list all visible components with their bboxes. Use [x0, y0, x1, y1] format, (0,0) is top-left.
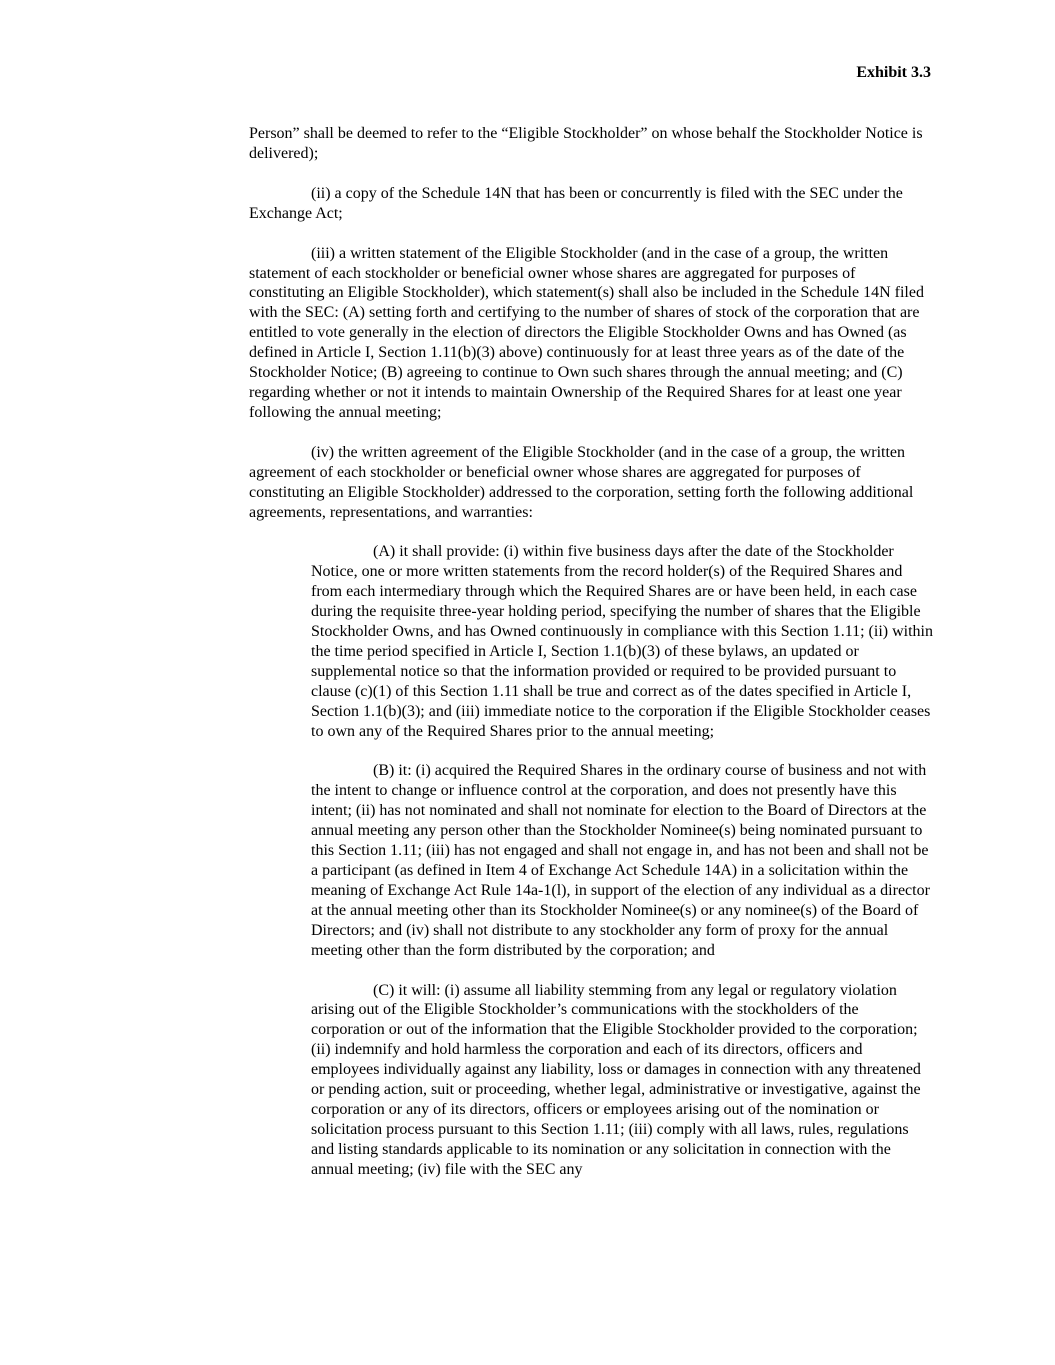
document-body: [249, 124, 933, 1180]
paragraph-clause-iv: (iv) the written agreement of the Eligible Stockholder (and in the case of a group, the written agreement of each stockholder or beneficial owner whose shares are aggregated for purposes of constituting an Eligible Stockholder) addressed to the corporation, setting forth the following additional agreements, representations, and warranties:: [249, 443, 914, 521]
paragraph-clause-ii: (ii) a copy of the Schedule 14N that has been or concurrently is filed with the SEC under the Exchange Act;: [249, 184, 903, 222]
paragraph-clause-iii: (iii) a written statement of the Eligible Stockholder (and in the case of a group, the written statement of each stockholder or beneficial owner whose shares are aggregated for purposes of constituting an Eligible Stockholder), which statement(s) shall also be included in the Schedule 14N filed with the SEC: (A) setting forth and certifying to the number of shares of stock of the corporation that are entitled to vote generally in the election of directors the Eligible Stockholder Owns and has Owned (as defined in Article I, Section 1.11(b)(3) above) continuously for at least three years as of the date of the Stockholder Notice; (B) agreeing to continue to Own such shares through the annual meeting; and (C) regarding whether or not it intends to maintain Ownership of the Required Shares for at least one year following the annual meeting;: [249, 244, 924, 421]
exhibit-label: Exhibit 3.3: [856, 64, 931, 81]
paragraph-subclause-b: (B) it: (i) acquired the Required Shares in the ordinary course of business and not with the intent to change or influence control at the corporation, and does not presently have this intent; (ii) has not nominated and shall not nominate for election to the Board of Directors at the annual meeting any person other than the Stockholder Nominee(s) being nominated pursuant to this Section 1.11; (iii) has not engaged and shall not engage in, and has not been and shall not be a participant (as defined in Item 4 of Exchange Act Schedule 14A) in a solicitation within the meaning of Exchange Act Rule 14a-1(l), in support of the election of any individual as a director at the annual meeting other than its Stockholder Nominee(s) or any nominee(s) of the Board of Directors; and (iv) shall not distribute to any stockholder any form of proxy for the annual meeting other than the form distributed by the corporation; and: [311, 762, 930, 959]
paragraph-subclause-c: (C) it will: (i) assume all liability stemming from any legal or regulatory violation arising out of the Eligible Stockholder’s communications with the stockholders of the corporation or out of the information that the Eligible Stockholder provided to the corporation; (ii) indemnify and hold harmless the corporation and each of its directors, officers and employees individually against any liability, loss or damages in connection with any threatened or pending action, suit or proceeding, whether legal, administrative or investigative, against the corporation or any of its directors, officers or employees arising out of the nomination or solicitation process pursuant to this Section 1.11; (iii) comply with all laws, rules, regulations and listing standards applicable to its nomination or any solicitation in connection with the annual meeting; (iv) file with the SEC any: [311, 981, 921, 1178]
paragraph-subclause-a: (A) it shall provide: (i) within five business days after the date of the Stockholder Notice, one or more written statements from the record holder(s) of the Required Shares and from each intermediary through which the Required Shares are or have been held, in each case during the requisite three-year holding period, specifying the number of shares that the Eligible Stockholder Owns, and has Owned continuously in compliance with this Section 1.11; (ii) within the time period specified in Article I, Section 1.1(b)(3) of these bylaws, an updated or supplemental notice so that the information provided or required to be provided pursuant to clause (c)(1) of this Section 1.11 shall be true and correct as of the dates specified in Article I, Section 1.1(b)(3); and (iii) immediate notice to the corporation if the Eligible Stockholder ceases to own any of the Required Shares prior to the annual meeting;: [311, 543, 933, 740]
paragraph-continuation: Person” shall be deemed to refer to the “Eligible Stockholder” on whose behalf the Stockholder Notice is delivered);: [249, 125, 923, 162]
